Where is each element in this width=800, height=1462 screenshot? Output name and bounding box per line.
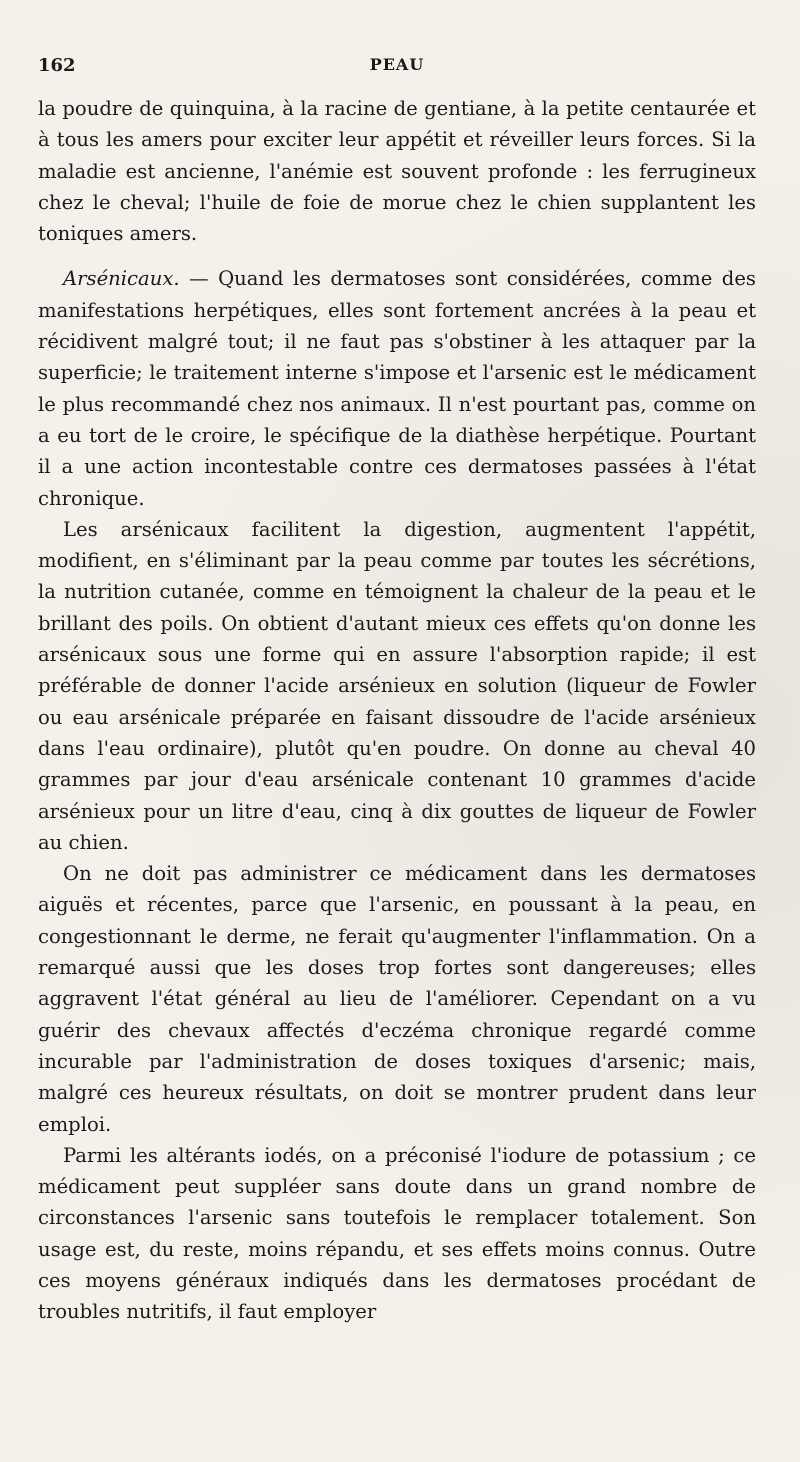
- paragraph-text: On ne doit pas administrer ce médicament dans les dermatoses aiguës et récentes, parce que l'arsenic, en poussant à la peau, en congestionnant le derme, ne ferait qu'augmenter l'inflammation. On a remarqué aussi que les doses trop fortes sont dangereuses; elles aggravent l'état général au lieu de l'améliorer. Cependant on a vu guérir des chevaux affectés d'eczéma chronique regardé comme incurable par l'administration de doses toxiques d'arsenic; mais, malgré ces heureux résultats, on doit se montrer prudent dans leur emploi.: [38, 862, 756, 1136]
- paragraph-iodes: [38, 1140, 756, 1328]
- paragraph-text: Quand les dermatoses sont considérées, comme des manifestations herpétiques, elles sont fortement ancrées à la peau et récidivent malgré tout; il ne faut pas s'obstiner à les attaquer par la superficie; le traitement interne s'impose et l'arsenic est le médicament le plus recommandé chez nos animaux. Il n'est pourtant pas, comme on a eu tort de le croire, le spécifique de la diathèse herpétique. Pourtant il a une action incontestable contre ces dermatoses passées à l'état chronique.: [38, 267, 756, 510]
- body-text: [38, 93, 756, 1328]
- paragraph-continuation: [38, 93, 756, 249]
- paragraph-effects: [38, 514, 756, 858]
- paragraph-text: Parmi les altérants iodés, on a préconisé l'iodure de potassium ; ce médicament peut suppléer sans doute dans un grand nombre de circonstances l'arsenic sans toutefois le remplacer totalement. Son usage est, du reste, moins répandu, et ses effets moins connus. Outre ces moyens généraux indiqués dans les dermatoses procédant de troubles nutritifs, il faut employer: [38, 1143, 756, 1324]
- section-dash: —: [179, 267, 219, 291]
- paragraph-precautions: [38, 858, 756, 1140]
- section-title: Arsénicaux.: [63, 267, 180, 291]
- paragraph-text: Les arsénicaux facilitent la digestion, augmentent l'appétit, modifient, en s'éliminant par la peau comme par toutes les sécrétions, la nutrition cutanée, comme en témoignent la chaleur de la peau et le brillant des poils. On obtient d'autant mieux ces effets qu'on donne les arsénicaux sous une forme qui en assure l'absorption rapide; il est préférable de donner l'acide arsénieux en solution (liqueur de Fowler ou eau arsénicale préparée en faisant dissoudre de l'acide arsénieux dans l'eau ordinaire), plutôt qu'en poudre. On donne au cheval 40 grammes par jour d'eau arsénicale contenant 10 grammes d'acide arsénieux pour un litre d'eau, cinq à dix gouttes de liqueur de Fowler au chien.: [38, 517, 756, 854]
- page-number: 162: [38, 55, 76, 76]
- running-head: [38, 55, 756, 85]
- running-title: PEAU: [369, 55, 425, 74]
- paragraph-text: la poudre de quinquina, à la racine de gentiane, à la petite centaurée et à tous les amers pour exciter leur appétit et réveiller leurs forces. Si la maladie est ancienne, l'anémie est souvent profonde : les ferrugineux chez le cheval; l'huile de foie de morue chez le chien supplantent les toniques amers.: [38, 97, 756, 246]
- paragraph-arsenicaux: [38, 263, 756, 513]
